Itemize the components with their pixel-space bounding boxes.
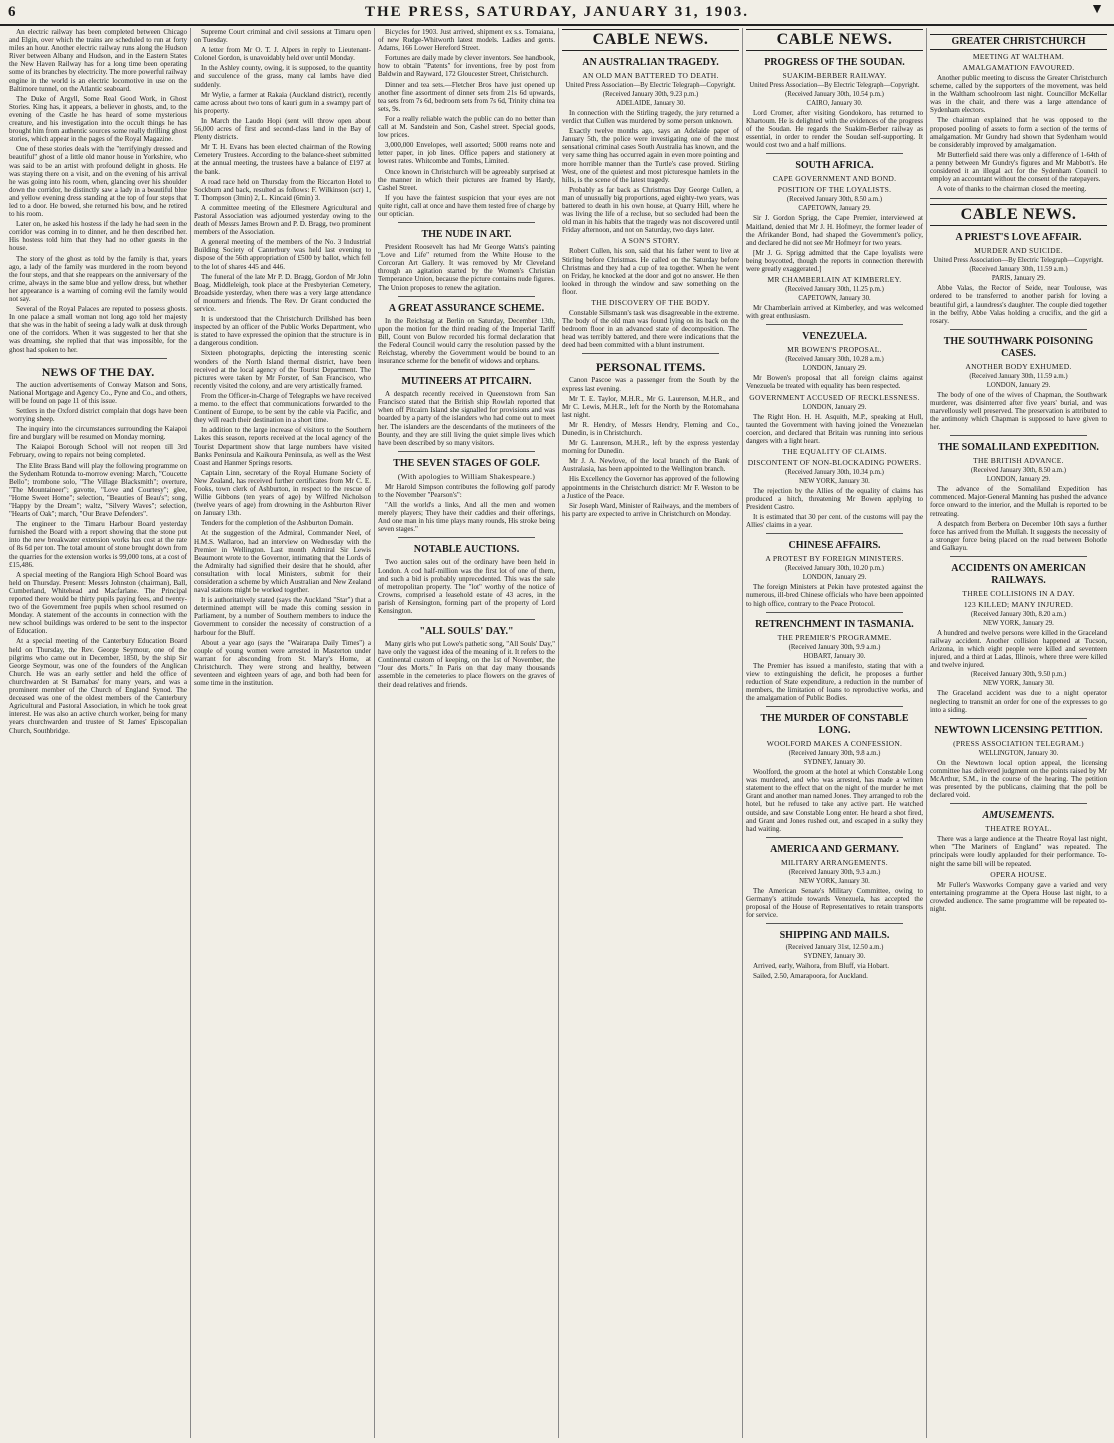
- article-paragraph: In connection with the Stirling tragedy, the jury returned a verdict that Cullen was murdered by some person unknown.: [562, 109, 739, 126]
- dateline: HOBART, January 30.: [803, 652, 866, 660]
- article-paragraph: Robert Cullen, his son, said that his father went to live at Stirling before Christmas. He called on the Saturday before Christmas and they had a cup of tea together. When he went on Friday, he knocked at the door and got no answer. He then looked in through the window and saw something on the floor.: [562, 247, 739, 296]
- section-heading: "ALL SOULS' DAY.": [419, 626, 514, 638]
- association-note: United Press Association—By Electric Telegraph—Copyright.: [749, 82, 920, 89]
- columns: [6, 28, 1110, 1438]
- received-note: (Received January 30th, 11.59 a.m.): [969, 372, 1068, 380]
- news-item: Mr Wylie, a farmer at Rakaia (Auckland district), recently came across about two tons of kauri gum in a swampy part of his property.: [194, 90, 371, 115]
- subheading: THE BRITISH ADVANCE.: [973, 456, 1064, 466]
- received-note: (Received January 30th, 8.20 a.m.): [970, 611, 1067, 618]
- news-item: The engineer to the Timaru Harbour Board yesterday furnished the Board with a report showing that the stone put into the new breakwater extension works has cost at the rate of 8s 6d per ton. The total amount of stone brought down from the quarries for the extension works is 99,000 tons, at a cost of £15,486.: [9, 520, 187, 569]
- article-paragraph: Probably as far back as Christmas Day George Cullen, a man of unusually big proportions, aged eighty-two years, was battered to death in his own house, at Quarry Hill, where he was living the life of a recluse, but so secluded had been the old man in his habits that the tragedy was not discovered until Friday afternoon, and not on Saturday, two days later.: [562, 185, 739, 235]
- news-item: A special meeting of the Rangiora High School Board was held on Thursday. Present: Messrs Johnston (chairman), Ball, Cumberland, Whitehead and Macfarlane. The Principal reported there would be thirty pupils paying fees, and twenty-two of the Government free pupils when school resumed on Monday. A statement of the accounts in connection with the new school buildings was ordered to be sent to the inspector of Education.: [9, 570, 187, 636]
- article-paragraph: A despatch recently received in Queenstown from San Francisco stated that the British ship Rowlah reported that when off Pitcairn Island she signalled for provisions and was boarded by a party of the islanders who had come out to meet her. The islanders are the descendants of the mutineers of the Bounty, and they are still living the quiet simple lives which have been described by so many visitors.: [378, 390, 555, 447]
- dateline: NEW YORK, January 30.: [799, 477, 870, 485]
- article-paragraph: An electric railway has been completed between Chicago and Elgin, over which the trains are scheduled to run at forty miles an hour. Another electric railway runs along the Hudson River between Albany and Hudson, and in the Eastern States the New Haven Railway has for a long time been operating some of its branches by electricity. The more powerful railway engine in the world is an electric locomotive in use on the Baltimore tunnel, on the Atlantic seaboard.: [9, 28, 187, 93]
- received-note: (Received January 30th, 10.20 p.m.): [785, 565, 884, 573]
- news-item: Mr T. H. Evans has been elected chairman of the Rowing Cemetery Trustees. According to the balance-sheet submitted at the annual meeting, the trustees have a balance of £197 at the bank.: [194, 143, 371, 176]
- section-heading: A PRIEST'S LOVE AFFAIR.: [955, 232, 1082, 244]
- dateline: PARIS, January 29.: [991, 275, 1046, 283]
- divider: [398, 369, 535, 370]
- received-note: (Received January 30th, 9.3 a.m.): [788, 868, 881, 876]
- subheading: THE EQUALITY OF CLAIMS.: [782, 446, 887, 456]
- section-heading: AN AUSTRALIAN TRAGEDY.: [582, 57, 719, 68]
- article-paragraph: Mr Harold Simpson contributes the following golf parody to the November "Pearson's":: [378, 482, 555, 499]
- article-paragraph: The foreign Ministers at Pekin have protested against the numerous, ill-bred Chinese officials who have been appointed to high office, contrary to the Peace Protocol.: [746, 583, 923, 608]
- article-paragraph: In the Reichstag at Berlin on Saturday, December 13th, upon the motion for the third reading of the Imperial Tariff Bill, Count von Bulow recorded his formal declaration that the Federal Council would carry the resolution passed by the Reichstag, whereby the Government would be bound to an insurance scheme for the benefit of widows and orphans.: [378, 316, 555, 366]
- dateline: SYDNEY, January 30.: [803, 953, 866, 961]
- received-note: (Received January 30th, 8.50 a.m.): [970, 467, 1067, 475]
- advert-item: Dinner and tea sets.—Fletcher Bros have just opened up another fine assortment of dinner sets from 21s 6d upwards, tea sets from 7s 6d, bedroom sets from 7s 6d, Trinity china tea sets, 9s.: [378, 80, 555, 113]
- advert-item: Bicycles for 1903. Just arrived, shipment ex s.s. Tomaiana, of new Rudge-Whitworth latest models. Ladies and gents. Adams, 166 Lower Hereford Street.: [378, 28, 555, 53]
- subheading: THE PREMIER'S PROGRAMME.: [777, 632, 892, 642]
- section-heading: A GREAT ASSURANCE SCHEME.: [388, 302, 545, 314]
- article-paragraph: Constable Sillsmann's task was disagreeable in the extreme. The body of the old man was found lying on its back on the bedroom floor in an advanced state of decomposition. The head was terribly battered, and there were indications that the deed had been committed with a blunt instrument.: [562, 308, 739, 350]
- dateline: ADELAIDE, January 30.: [615, 100, 686, 107]
- divider: [950, 435, 1087, 436]
- advert-item: Fortunes are daily made by clever inventors. See handbook, how to obtain "Patents" for inventions, free by post from Baldwin and Rayward, 172 Gloucester Street, Christchurch.: [378, 54, 555, 79]
- subheading: THREE COLLISIONS IN A DAY.: [962, 589, 1075, 598]
- article-paragraph: The chairman explained that he was opposed to the proposed pooling of assets to form a section of the terms of amalgamation. Mr Gundry had shown that Sydenham would be considerably improved by amalgamation.: [930, 116, 1107, 149]
- divider: [950, 803, 1087, 804]
- advert-item: 3,000,000 Envelopes, well assorted; 5000 reams note and letter paper, in job lines. Office papers and stationery at lowest rates. Whitcombe and Tombs, Limited.: [378, 141, 555, 166]
- divider: [398, 619, 535, 620]
- article-paragraph: A hundred and twelve persons were killed in the Graceland railway accident. Another collision happened at Tucson, Arizona, in which eight people were killed and seventeen injured, and a third at Ladas, Illinois, where three were killed and twelve injured.: [930, 629, 1107, 670]
- subheading: MR BOWEN'S PROPOSAL.: [787, 345, 882, 355]
- news-item: The auction advertisements of Conway Matson and Sons, National Mortgage and Agency Co., Pyne and Co., and others, will be found on page 11 of this issue.: [9, 380, 187, 405]
- column-2: [190, 28, 374, 1438]
- section-heading: GREATER CHRISTCHURCH: [930, 34, 1107, 50]
- section-heading: NOTABLE AUCTIONS.: [413, 544, 520, 556]
- received-note: (Received January 30th, 11.59 a.m.): [969, 266, 1068, 274]
- section-heading: CHINESE AFFAIRS.: [788, 540, 881, 552]
- divider: [398, 451, 535, 452]
- article-paragraph: The Right Hon. H. H. Asquith, M.P., speaking at Hull, taunted the Government with having joined the Venezuelan coercion, and declared that Britain was running into serious dangers with a light heart.: [746, 412, 923, 445]
- personal-item: Mr T. E. Taylor, M.H.R., Mr G. Laurenson, M.H.R., and Mr C. Lewis, M.H.R., left for the North by the Rotomahana last night.: [562, 394, 739, 419]
- column-6: [926, 28, 1110, 1438]
- news-item: About a year ago (says the "Wairarapa Daily Times") a couple of young women were arrested in Masterton under warrant for absconding from St. Mary's Home, at Christchurch. They were strong and healthy, between seventeen and eighteen years of age, and both had been for some time in the institution.: [194, 638, 371, 688]
- subheading: WOOLFORD MAKES A CONFESSION.: [766, 739, 903, 749]
- article-paragraph: The body of one of the wives of Chapman, the Southwark murderer, was disinterred after five years' burial, and was marvellously well preserved. The preservation is attributed to the antimony which Chapman is supposed to have given to her.: [930, 390, 1107, 432]
- dateline: LONDON, January 29.: [802, 574, 867, 582]
- news-item: A letter from Mr O. T. J. Alpers in reply to Lieutenant-Colonel Gordon, is unavoidably held over until Monday.: [194, 46, 371, 63]
- section-heading: SHIPPING AND MAILS.: [779, 930, 890, 942]
- divider: [766, 706, 903, 707]
- association-note: United Press Association—By Electric Telegraph—Copyright.: [565, 82, 736, 89]
- received-note: (Received January 30th, 8.50 a.m.): [786, 196, 883, 204]
- article-paragraph: Many girls who put Lowe's pathetic song, "All Souls' Day," have only the vaguest idea of the meaning of it. It refers to the Continental custom of keeping, on the 1st of November, the "Jour des Morts." In Paris on that day many thousands assemble in the cemeteries to place flowers on the graves of their dead relatives and friends.: [378, 640, 555, 689]
- article-paragraph: It is estimated that 30 per cent. of the customs will pay the Allies' claims in a year.: [746, 513, 923, 530]
- news-item: Captain Linn, secretary of the Royal Humane Society of New Zealand, has received further certificates from Mr C. E. Fooks, town clerk of Ashburton, in respect to the rescue of Willie Gibbons (ten years of age) by Wilfred Nicholson (twelve years of age) from drowning in the Ashburton River on January 13th.: [194, 468, 371, 518]
- article-paragraph: Woolford, the groom at the hotel at which Constable Long was murdered, and who was arrested, has made a written statement to the effect that on the night of the murder he met Grant and another man named Jones. They arranged to rob the hotel, but he refused to take any active part. He watched outside, and saw Constable Long enter. He heard a shot fired, and Grant and Jones rushed out, and escaped in a sulky they had waiting.: [746, 768, 923, 833]
- news-item: Tenders for the completion of the Ashburton Domain.: [201, 519, 354, 528]
- news-item: It is authoritatively stated (says the Auckland "Star") that a determined attempt will be made this coming session in Parliament, by a number of Southern members to induce the Government to consider the necessity of construction of a harbour for the Bluff.: [194, 596, 371, 637]
- subheading: (With apologies to William Shakespeare.): [397, 471, 536, 481]
- article-paragraph: Mr Chamberlain arrived at Kimberley, and was welcomed with great enthusiasm.: [746, 304, 923, 321]
- dateline: NEW YORK, January 30.: [799, 877, 870, 885]
- article-paragraph: President Roosevelt has had Mr George Watts's painting "Love and Life" returned from the White House to the Corcoran Art Gallery. It was removed by Mr Cleveland through an agitation started by the Women's Christian Temperance Union, because the picture contains nude figures. The Union proposes to renew the agitation.: [378, 243, 555, 292]
- cable-news-heading: CABLE NEWS.: [930, 204, 1107, 226]
- divider: [766, 153, 903, 154]
- divider: [950, 329, 1087, 330]
- dateline: NEW YORK, January 30.: [983, 680, 1054, 688]
- divider: [29, 358, 167, 359]
- divider: [766, 533, 903, 534]
- dateline: NEW YORK, January 29.: [983, 620, 1054, 627]
- article-paragraph: Mr Butterfield said there was only a difference of 1-64th of a penny between Mr Gundry's figures and Mr Mabbott's. He considered it an illegal act for the Sydenham Council to employ an accountant without the consent of the ratepayers.: [930, 150, 1107, 184]
- section-heading: THE NUDE IN ART.: [421, 229, 512, 241]
- dateline: CAPETOWN, January 30.: [798, 295, 871, 303]
- column-3: [374, 28, 558, 1438]
- article-paragraph: Abbe Valas, the Rector of Seide, near Toulouse, was ordered to be transferred to another parish for loving a beautiful girl, a laundress's daughter. The couple died together in the belfry, Abbe Valas holding a crucifix, and the girl a rosary.: [930, 284, 1107, 325]
- personal-item: Mr J. A. Newlove, of the local branch of the Bank of Australasia, has been appointed to the Wellington branch.: [562, 457, 739, 474]
- subheading: OPERA HOUSE.: [990, 869, 1047, 879]
- article-paragraph: Mr Bowen's proposal that all foreign claims against Venezuela be treated with equality has been respected.: [746, 374, 923, 391]
- article-paragraph: There was a large audience at the Theatre Royal last night, when "The Mariners of England" was repeated. The principals were loudly applauded for their performance. To-night the same bill will be repeated.: [930, 835, 1107, 868]
- masthead: [0, 0, 1114, 26]
- section-heading: PERSONAL ITEMS.: [595, 360, 706, 375]
- article-paragraph: A vote of thanks to the chairman closed the meeting.: [937, 185, 1087, 194]
- article-paragraph: The story of the ghost as told by the family is that, years ago, a lady of the family was murdered in the room beyond the four steps, and that she reappears on the anniversary of the crime, always in the same blue and yellow dress, but whether her appearance is a warning of coming evil the family would not say.: [9, 254, 187, 303]
- news-item: The Kaiapoi Borough School will not reopen till 3rd February, owing to repairs not being completed.: [9, 443, 187, 460]
- section-heading: THE SOMALILAND EXPEDITION.: [938, 442, 1099, 454]
- article-paragraph: [Mr J. G. Sprigg admitted that the Cape loyalists were being boycotted, though the reports in connection therewith were greatly exaggerated.]: [746, 248, 923, 274]
- news-item: At the suggestion of the Admiral, Commander Neel, of H.M.S. Wallaroo, had an interview on Wednesday with the Premier in Wellington. Last month Admiral Sir Lewis Beaumont wrote to the Governor, intimating that the Lords of the Admiralty had signified their desire that he should, after consultation with local Ministers, submit for their consideration a scheme by which Australian and New Zealand naval stations might be worked together.: [194, 529, 371, 595]
- subheading: MILITARY ARRANGEMENTS.: [781, 857, 888, 867]
- subheading: (PRESS ASSOCIATION TELEGRAM.): [953, 738, 1084, 748]
- news-item: A committee meeting of the Ellesmere Agricultural and Pastoral Association was adjourned yesterday owing to the death of Messrs James Brown and P. D. Bragg, two prominent members of the Association.: [194, 203, 371, 237]
- subheading: MR CHAMBERLAIN AT KIMBERLEY.: [767, 275, 902, 285]
- subheading: MEETING AT WALTHAM.: [972, 52, 1065, 61]
- article-paragraph: "All the world's a links, And all the men and women merely players; They have their caddies and their offerings, And one man in his time plays many rounds, His stroke being seven stages.": [378, 501, 555, 534]
- section-heading: NEWTOWN LICENSING PETITION.: [934, 724, 1103, 736]
- subheading: AMALGAMATION FAVOURED.: [962, 63, 1075, 72]
- news-item: A general meeting of the members of the No. 3 Industrial Building Society of Canterbury was held last evening to dispose of the 56th appropriation of £500 by ballot, which fell to the lot of shares 445 and 446.: [194, 238, 371, 271]
- subheading: A PROTEST BY FOREIGN MINISTERS.: [765, 554, 904, 564]
- article-paragraph: The Duke of Argyll, Some Real Good Work, in Ghost Stories. King has, it appears, a believer in ghosts, and, to the evening of the Castle he has heard of some mysterious creature, and his investigation into the occult things he has brought him from authentic sources some really thrilling ghost stories, which appear in the pages of the Royal Magazine.: [9, 94, 187, 144]
- subheading: DISCONTENT OF NON-BLOCKADING POWERS.: [747, 457, 922, 467]
- dateline: LONDON, January 29.: [986, 381, 1051, 389]
- subheading: GOVERNMENT ACCUSED OF RECKLESSNESS.: [749, 392, 920, 402]
- section-heading: SOUTH AFRICA.: [795, 160, 874, 172]
- news-item: In the Ashley county, owing, it is supposed, to the quantity and succulence of the grass, many cal lambs have died suddenly.: [194, 64, 371, 89]
- personal-item: Canon Pascoe was a passenger from the South by the express last evening.: [562, 376, 739, 393]
- received-note: (Received January 30th, 9.23 p.m.): [602, 91, 699, 98]
- personal-item: Mr R. Hendry, of Messrs Hendry, Fleming and Co., Dunedin, is in Christchurch.: [562, 420, 739, 437]
- column-5: [742, 28, 926, 1438]
- divider: [398, 537, 535, 538]
- subheading: THE DISCOVERY OF THE BODY.: [591, 297, 710, 307]
- article-paragraph: Later on, he asked his hostess if the lady he had seen in the corridor was coming in to dinner, and he then described her. His hostess told him that they had no other guests in the house.: [9, 220, 187, 253]
- advert-item: For a really reliable watch the public can do no better than call at M. Sandstein and Son, Cashel street. Special goods, low prices.: [378, 114, 555, 140]
- article-paragraph: The American Senate's Military Committee, owing to Germany's attitude towards Venezuela, has accepted the proposal of the House of Representatives to retain transports for service.: [746, 886, 923, 920]
- received-note: (Received January 30th, 9.9 a.m.): [788, 643, 881, 651]
- section-heading: NEWS OF THE DAY.: [41, 364, 155, 379]
- subheading: 123 KILLED; MANY INJURED.: [963, 600, 1074, 609]
- page-number: 6: [8, 4, 16, 20]
- news-item: In addition to the large increase of visitors to the Southern Lakes this season, reports received at the local agency of the Tourist Department show that large numbers have visited Banks Peninsula and Kaikoura Peninsula, as well as the West Coast and Hanmer Springs resorts.: [194, 426, 371, 467]
- section-heading: RETRENCHMENT IN TASMANIA.: [755, 618, 914, 630]
- subheading: THEATRE ROYAL.: [985, 824, 1052, 834]
- article-paragraph: One of these stories deals with the "terrifyingly dressed and beautiful" ghost of a little old manor house in Yorkshire, who was said to be an artist with profound delight in ghosts. He was staying there on a visit, and on the evening of his arrival he was going into his room, when, glancing over his shoulder down the corridor, he distinctly saw a lady in a beautiful blue and yellow evening dress standing at the top of four steps that led to a door. He bowed, she returned his bow, and he retired to his room.: [9, 145, 187, 219]
- article-paragraph: Sir J. Gordon Sprigg, the Cape Premier, interviewed at Maitland, denied that Mr J. H. Hofmeyr, the former leader of the Afrikander Bond, had shaped the Government's policy, and declared he did not see Mr Hofmeyr for two years.: [746, 214, 923, 247]
- dateline: LONDON, January 29.: [986, 476, 1051, 484]
- dateline: WELLINGTON, January 30.: [978, 749, 1059, 757]
- subheading: AN OLD MAN BATTERED TO DEATH.: [582, 71, 719, 80]
- received-note: (Received January 30th, 11.25 p.m.): [785, 286, 884, 294]
- news-item: Settlers in the Oxford district complain that dogs have been worrying sheep.: [9, 406, 187, 424]
- article-paragraph: The Premier has issued a manifesto, stating that with a view to extinguishing the deficit, he proposes a further reduction of State expenditure, a reduction in the number of members, the limitation of loans to reproductive works, and the amalgamation of Public Bodies.: [746, 661, 923, 702]
- divider: [930, 198, 1107, 199]
- subheading: SUAKIM-BERBER RAILWAY.: [782, 71, 887, 80]
- divider: [766, 837, 903, 838]
- section-heading: MUTINEERS AT PITCAIRN.: [401, 376, 532, 388]
- dateline: CAPETOWN, January 29.: [798, 205, 871, 213]
- subheading: POSITION OF THE LOYALISTS.: [777, 185, 892, 195]
- divider: [766, 923, 903, 924]
- subheading: ANOTHER BODY EXHUMED.: [965, 361, 1072, 371]
- article-paragraph: The rejection by the Allies of the equality of claims has produced a hitch, threatening Mr Bowen applying to President Castro.: [746, 486, 923, 512]
- advert-item: If you have the faintest suspicion that your eyes are not quite right, call at once and have them tested free of charge by our optician.: [378, 193, 555, 218]
- received-note: (Received January 30th, 10.34 p.m.): [785, 468, 884, 476]
- section-heading: AMERICA AND GERMANY.: [770, 843, 899, 855]
- received-note: (Received January 30th, 10.28 a.m.): [785, 356, 884, 364]
- divider: [398, 296, 535, 297]
- news-item: Sixteen photographs, depicting the interesting scenic wonders of the North Island thermal district, have been received at the local agency of the Tourist Department. The pictures were taken by Mr Forster, of San Francisco, who recently visited the colony, and are very artistically framed.: [194, 349, 371, 390]
- personal-item: His Excellency the Governor has approved of the following appointments in the Christchurch district: Mr F. Weston to be a Justice of the Peace.: [562, 475, 739, 500]
- advert-item: Once known in Christchurch will be agreeably surprised at the manner in which their pictures are framed by Hardy, Cashel Street.: [378, 167, 555, 192]
- article-paragraph: Arrived, early, Waihora, from Bluff, via Hobart.: [753, 962, 890, 971]
- personal-item: Sir Joseph Ward, Minister of Railways, and the members of his party are expected to arrive in Christchurch on Monday.: [562, 501, 739, 518]
- dateline: CAIRO, January 30.: [806, 100, 863, 107]
- article-paragraph: Another public meeting to discuss the Greater Christchurch scheme, called by the supporters of the movement, was held in the Waltham schoolroom last night. Councillor McKellar was in the chair, and there was a large attendance of Sydenham electors.: [930, 74, 1107, 115]
- dateline: SYDNEY, January 30.: [803, 759, 866, 767]
- subheading: MURDER AND SUICIDE.: [974, 246, 1063, 256]
- divider: [582, 353, 719, 354]
- column-1: [6, 28, 190, 1438]
- article-paragraph: Exactly twelve months ago, says an Adelaide paper of January 5th, the police were investigating one of the most sensational criminal cases South Australia has known, and the very same thing has occurred again in even more pointing and more horrible manner than the Turtle's case proved. Stirling West, one of the quietest and most picturesque hamlets in the hills, is the scene of the latest tragedy.: [562, 127, 739, 184]
- received-note: (Received January 30th, 9.8 a.m.): [788, 750, 881, 758]
- divider: [766, 612, 903, 613]
- section-heading: PROGRESS OF THE SOUDAN.: [764, 57, 905, 68]
- section-heading: AMUSEMENTS.: [982, 810, 1055, 822]
- dateline: LONDON, January 29.: [802, 403, 867, 411]
- news-item: The funeral of the late Mr P. D. Bragg, Gordon of Mr John Boag, Middleleigh, took place at the Presbyterian Cemetery, Broadside yesterday, when there was a very large attendance of mourners and friends. The Rev. Dr Grant conducted the service.: [194, 272, 371, 313]
- dateline: LONDON, January 29.: [802, 365, 867, 373]
- personal-item: Mr G. Laurenson, M.H.R., left by the express yesterday morning for Dunedin.: [562, 439, 739, 456]
- received-note: (Received January 31st, 12.50 a.m.): [785, 944, 884, 952]
- article-paragraph: Sailed, 2.50, Amarapoora, for Auckland.: [753, 972, 868, 981]
- article-paragraph: On the Newtown local option appeal, the licensing committee has delivered judgment on the points raised by Mr McArthur, S.M., in the course of the hearing. The petition was presented by the publicans, claiming that the poll be declared void.: [930, 758, 1107, 800]
- article-paragraph: Several of the Royal Palaces are reputed to possess ghosts. In one palace a small woman not long ago told her majesty that she was in the habit of seeing a lady walk at dusk through one of the corridors. When it was suggested to her that she was dreaming, she replied that that was impossible, for the ghost had spoken to her.: [9, 305, 187, 354]
- news-item: From the Officer-in-Charge of Telegraphs we have received a memo. to the effect that communications forwarded to the Continent of Europe, to be sent by the cable via Pacific, and they will reach their destination in a short time.: [194, 391, 371, 425]
- divider: [398, 222, 535, 223]
- divider: [766, 324, 903, 325]
- section-heading: THE SOUTHWARK POISONING CASES.: [943, 335, 1094, 359]
- divider: [950, 718, 1087, 719]
- cable-news-heading: CABLE NEWS.: [562, 29, 739, 51]
- section-heading: THE SEVEN STAGES OF GOLF.: [393, 457, 540, 469]
- article-paragraph: A despatch from Berbera on December 10th says a further force has arrived from the Mullah. It suggests the necessity of a stronger force being placed on the road between Bohotle and Galkayu.: [930, 519, 1107, 552]
- article-paragraph: The Graceland accident was due to a night operator neglecting to transmit an order for one of the expresses to go into a siding.: [930, 689, 1107, 714]
- article-paragraph: Two auction sales out of the ordinary have been held in London. A cod half-million was the first lot of one of them, and such a bid is probably unprecedented. This was the sale of metropolitan property. The "lot" worthy of the notice of Crowns, comprised a leasehold estate of 43 acres, in the parish of Kensington, forming part of the property of Lord Kensington.: [378, 558, 555, 615]
- news-item: It is understood that the Christchurch Drillshed has been inspected by an officer of the Public Works Department, who is stated to have expressed the opinion that the structure is in a dangerous condition.: [194, 315, 371, 348]
- association-note: United Press Association—By Electric Telegraph—Copyright.: [933, 257, 1104, 265]
- section-heading: VENEZUELA.: [802, 331, 867, 343]
- article-paragraph: The advance of the Somaliland Expedition has commenced. Major-General Manning has pushed the advance force onward to the interior, and the Mullah is reported to be retreating.: [930, 485, 1107, 518]
- news-item: A road race held on Thursday from the Riccarton Hotel to Sockburn and back, resulted as follows: F. Wilkinson (scr) 1, T. Thompson (3min) 2, L. Kincaid (6min) 3.: [194, 177, 371, 202]
- news-item: At a special meeting of the Canterbury Education Board held on Thursday, the Rev. George Seymour, one of the pilgrims who came out in December, 1850, by the ship Sir George Seymour, was one of the founders of the Anglican Church. He was an early settler and held the office of churchwarden at St Barnabas' for many years, and was a prominent member of the Church of England Synod. The deceased was one of the oldest members of the Canterbury Agricultural and Pastoral Association, in which he took great interest. He was also an active church worker, being for many years churchwarden and trustee of St James' Episcopalian Church, Southbridge.: [9, 637, 187, 735]
- cable-news-heading: CABLE NEWS.: [746, 29, 923, 51]
- section-heading: THE MURDER OF CONSTABLE LONG.: [760, 713, 909, 737]
- article-paragraph: Mr Fuller's Waxworks Company gave a varied and very entertaining programme at the Opera House last night, to a crowded audience. The same programme will be repeated to-night.: [930, 880, 1107, 913]
- section-heading: ACCIDENTS ON AMERICAN RAILWAYS.: [951, 563, 1086, 586]
- divider: [950, 556, 1087, 557]
- news-item: The inquiry into the circumstances surrounding the Kaiapoi fire and burglary will be resumed on Monday morning.: [9, 425, 187, 442]
- received-note: (Received January 30th, 10.54 p.m.): [785, 91, 884, 98]
- received-note: (Received January 30th, 9.50 p.m.): [970, 671, 1067, 679]
- news-item: Supreme Court criminal and civil sessions at Timaru open on Tuesday.: [194, 28, 371, 45]
- masthead-title: THE PRESS, SATURDAY, JANUARY 31, 1903.: [365, 4, 749, 20]
- subheading: CAPE GOVERNMENT AND BOND.: [772, 174, 897, 184]
- corner-mark: ▼: [1090, 2, 1104, 17]
- article-paragraph: Lord Cromer, after visiting Gondokoro, has returned to Khartoum. He is delighted with the evidences of the progress of the Soudan. He regards the Suakim-Berber railway as essential, in order to render the Soudan self-supporting. It would cost two and a half millions.: [746, 109, 923, 150]
- news-item: In March the Laudo Hopi (sent will throw open about 56,000 acres of first and second-class land in the Bay of Plenty districts.: [194, 116, 371, 142]
- column-4: [558, 28, 742, 1438]
- subheading: A SON'S STORY.: [621, 236, 680, 246]
- news-item: The Elite Brass Band will play the following programme on the Sydenham Rotunda to-morrow evening: March, "Coucette Bello"; trombone solo, "The Village Blacksmith"; overture, "The Mountaineer"; gavotte, "Love and Courtesy"; glee, "Home Sweet Home"; selection, "Beauties of Beau's"; song, "Happy by the Dream"; waltz, "Silvery Waves"; selection, "Hearts of Oak"; march, "Our Brave Defenders".: [9, 461, 187, 519]
